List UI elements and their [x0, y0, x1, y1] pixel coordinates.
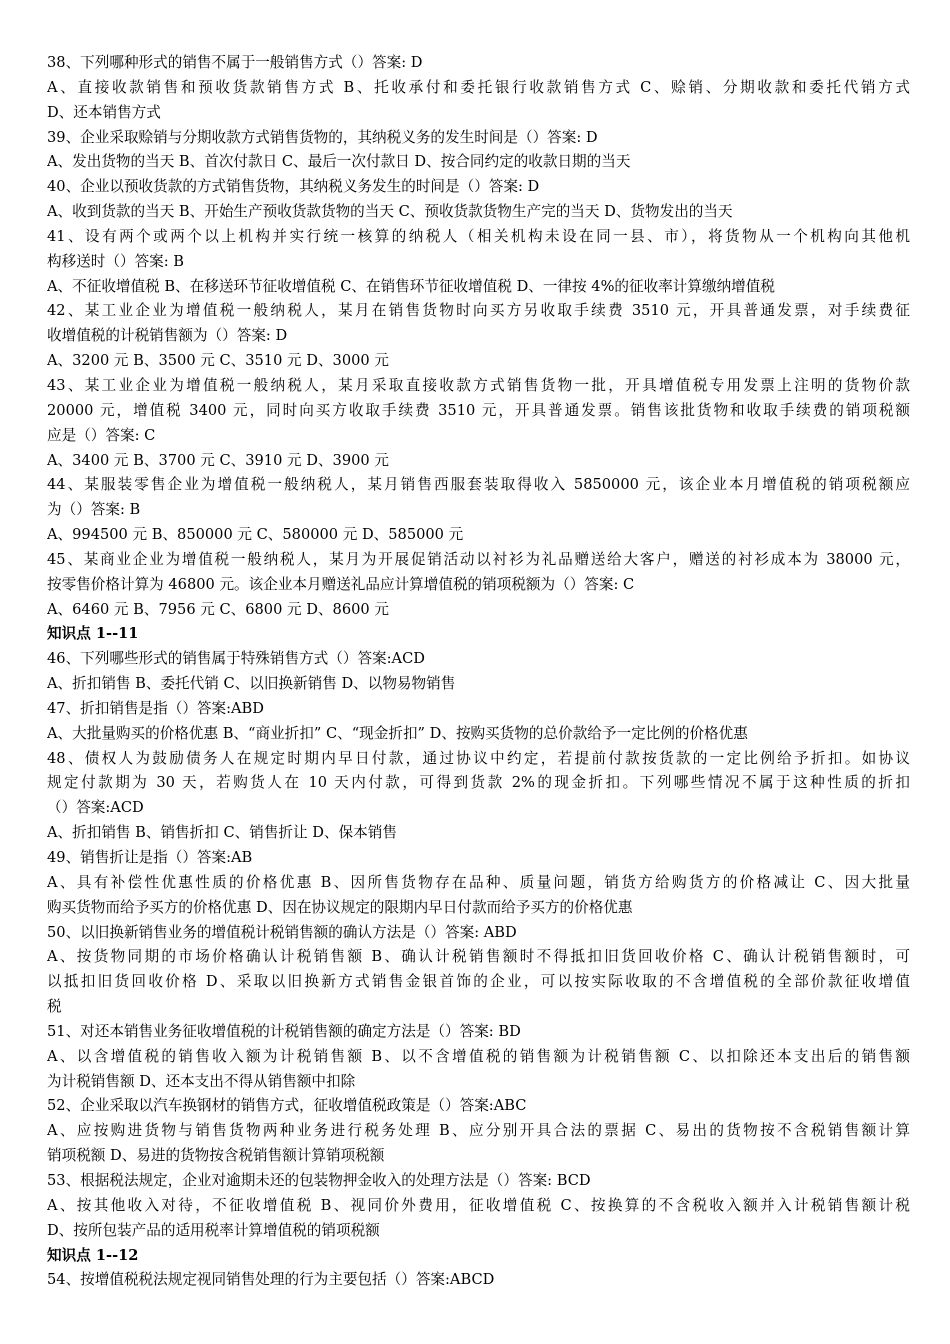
text-line: 38、下列哪种形式的销售不属于一般销售方式（）答案: D: [47, 54, 423, 71]
text-line: A、3400 元 B、3700 元 C、3910 元 D、3900 元: [47, 451, 389, 469]
text-line: 税: [47, 998, 62, 1016]
text-line: A、按其他收入对待，不征收增值税 B、视同价外费用，征收增值税 C、按换算的不含税收入额并入计税销售额计税: [47, 1196, 910, 1214]
text-line: A、具有补偿性优惠性质的价格优惠 B、因所售货物存在品种、质量问题，销货方给购货方的价格减让 C、因大批量: [47, 873, 910, 891]
text-line: A、折扣销售 B、销售折扣 C、销售折让 D、保本销售: [47, 824, 397, 842]
text-line: 44、某服装零售企业为增值税一般纳税人，某月销售西服套装取得收入 5850000 元，该企业本月增值税的销项税额应: [47, 476, 910, 494]
text-line: A、收到货款的当天 B、开始生产预收货款货物的当天 C、预收货款货物生产完的当天 D、货物发出的当天: [47, 203, 733, 221]
text-line: 39、企业采取赊销与分期收款方式销售货物的，其纳税义务的发生时间是（）答案: D: [47, 128, 598, 146]
text-line: 48、债权人为鼓励债务人在规定时期内早日付款，通过协议中约定，若提前付款按货款的一定比例给予折扣。如协议: [47, 749, 910, 767]
text-line: A、994500 元 B、850000 元 C、580000 元 D、585000 元: [47, 526, 464, 544]
text-line: 54、按增值税税法规定视同销售处理的行为主要包括（）答案:ABCD: [47, 1271, 495, 1289]
text-line: 52、企业采取以汽车换钢材的销售方式，征收增值税政策是（）答案:ABC: [47, 1097, 527, 1115]
text-line: 为计税销售额 D、还本支出不得从销售额中扣除: [47, 1072, 356, 1090]
text-line: 以抵扣旧货回收价格 D、采取以旧换新方式销售金银首饰的企业，可以按实际收取的不含增值税的全部价款征收增值: [47, 973, 910, 991]
text-line: 46、下列哪些形式的销售属于特殊销售方式（）答案:ACD: [47, 650, 425, 668]
text-line: 应是（）答案: C: [47, 426, 156, 444]
text-line: A、应按购进货物与销售货物两种业务进行税务处理 B、应分别开具合法的票据 C、易出的货物按不含税销售额计算: [47, 1122, 910, 1140]
text-line: A、3200 元 B、3500 元 C、3510 元 D、3000 元: [47, 352, 389, 370]
text-line: 20000 元，增值税 3400 元，同时向买方收取手续费 3510 元，开具普通发票。销售该批货物和收取手续费的销项税额: [47, 401, 910, 419]
text-line: A、6460 元 B、7956 元 C、6800 元 D、8600 元: [47, 600, 389, 618]
section-heading: 知识点 1--12: [47, 1246, 139, 1264]
text-line: （）答案:ACD: [47, 799, 144, 817]
text-line: 40、企业以预收货款的方式销售货物，其纳税义务发生的时间是（）答案: D: [47, 178, 540, 196]
text-line: A、折扣销售 B、委托代销 C、以旧换新销售 D、以物易物销售: [47, 675, 456, 693]
text-line: 43、某工业企业为增值税一般纳税人，某月采取直接收款方式销售货物一批，开具增值税专用发票上注明的货物价款: [47, 376, 910, 394]
text-line: 规定付款期为 30 天，若购货人在 10 天内付款，可得到货款 2%的现金折扣。下列哪些情况不属于这种性质的折扣: [47, 774, 910, 792]
text-line: 按零售价格计算为 46800 元。该企业本月赠送礼品应计算增值税的销项税额为（）答案: C: [47, 575, 635, 593]
text-line: A、不征收增值税 B、在移送环节征收增值税 C、在销售环节征收增值税 D、一律按 4%的征收率计算缴纳增值税: [47, 277, 775, 295]
text-line: 收增值税的计税销售额为（）答案: D: [47, 327, 288, 345]
text-line: A、发出货物的当天 B、首次付款日 C、最后一次付款日 D、按合同约定的收款日期的当天: [47, 153, 631, 171]
text-line: 47、折扣销售是指（）答案:ABD: [47, 699, 264, 717]
text-line: A、按货物同期的市场价格确认计税销售额 B、确认计税销售额时不得抵扣旧货回收价格 C、确认计税销售额时，可: [47, 948, 910, 966]
text-line: 51、对还本销售业务征收增值税的计税销售额的确定方法是（）答案: BD: [47, 1022, 521, 1040]
text-line: 53、根据税法规定，企业对逾期未还的包装物押金收入的处理方法是（）答案: BCD: [47, 1171, 591, 1189]
text-line: 49、销售折让是指（）答案:AB: [47, 849, 253, 866]
section-heading: 知识点 1--11: [47, 625, 139, 643]
text-line: 41、设有两个或两个以上机构并实行统一核算的纳税人（相关机构未设在同一县、市），将货物从一个机构向其他机: [47, 227, 910, 245]
text-line: A、直接收款销售和预收货款销售方式 B、托收承付和委托银行收款销售方式 C、赊销、分期收款和委托代销方式: [47, 78, 910, 96]
text-line: 为（）答案: B: [47, 501, 141, 519]
text-line: D、按所包装产品的适用税率计算增值税的销项税额: [47, 1221, 380, 1239]
text-line: A、大批量购买的价格优惠 B、“商业折扣” C、“现金折扣” D、按购买货物的总价款给予一定比例的价格优惠: [47, 724, 748, 742]
text-line: 构移送时（）答案: B: [47, 252, 185, 270]
text-line: 50、以旧换新销售业务的增值税计税销售额的确认方法是（）答案: ABD: [47, 923, 517, 941]
text-line: 42、某工业企业为增值税一般纳税人，某月在销售货物时向买方另收取手续费 3510 元，开具普通发票，对手续费征: [47, 302, 910, 320]
text-line: 45、某商业企业为增值税一般纳税人，某月为开展促销活动以衬衫为礼品赠送给大客户，赠送的衬衫成本为 38000 元，: [47, 550, 910, 568]
text-line: A、以含增值税的销售收入额为计税销售额 B、以不含增值税的销售额为计税销售额 C、以扣除还本支出后的销售额: [47, 1047, 910, 1065]
text-line: D、还本销售方式: [47, 103, 161, 121]
text-line: 购买货物而给予买方的价格优惠 D、因在协议规定的限期内早日付款而给予买方的价格优惠: [47, 898, 633, 916]
document-body: [47, 51, 910, 1293]
text-line: 销项税额 D、易进的货物按含税销售额计算销项税额: [47, 1147, 385, 1165]
